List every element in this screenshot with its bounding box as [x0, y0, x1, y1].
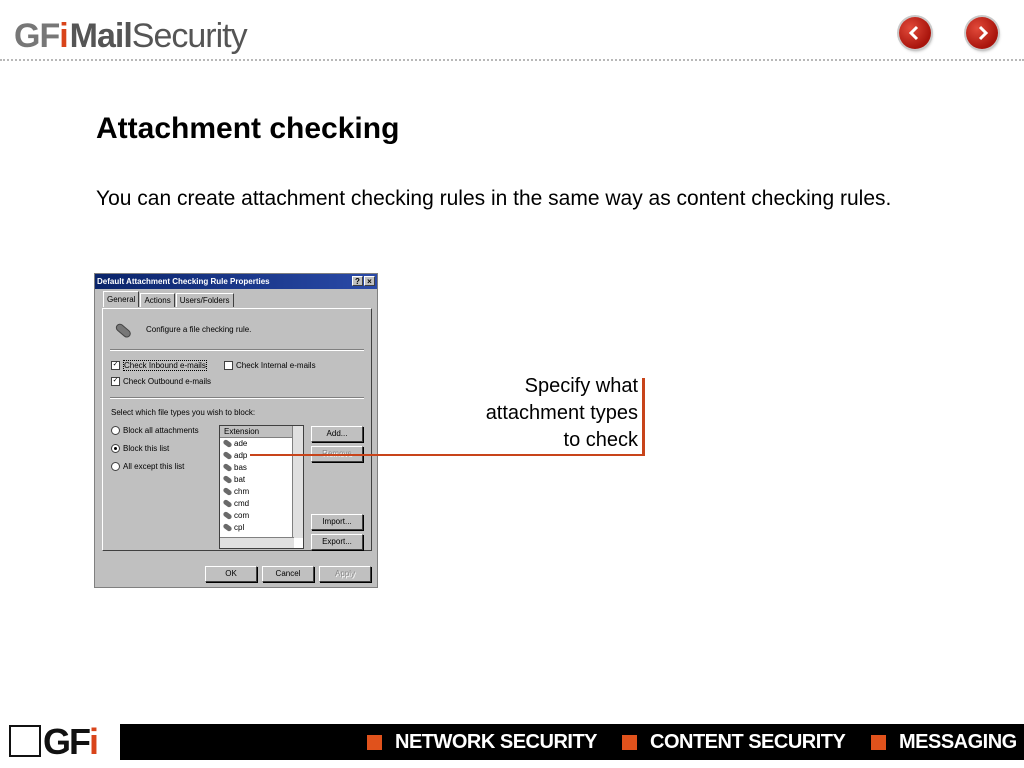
radio-all-except[interactable] [111, 462, 184, 471]
callout-leader-line [250, 454, 645, 456]
check-outbound-checkbox[interactable]: ✓ Check Outbound e-mails [112, 377, 212, 386]
brand-mail: Mail [69, 17, 132, 55]
callout-text [440, 373, 638, 454]
apply-button[interactable]: Apply [319, 566, 371, 582]
import-button[interactable]: Import... [311, 514, 363, 530]
dialog-titlebar [95, 274, 377, 289]
check-internal-checkbox[interactable] [224, 361, 316, 370]
export-button[interactable]: Export... [311, 534, 363, 550]
check-outbound-label: Check Outbound e-mails [123, 377, 212, 386]
select-types-label: Select which file types you wish to block: [111, 408, 256, 417]
callout-line-3: to check [563, 429, 638, 451]
callout-line-2: attachment types [485, 402, 638, 424]
configure-label: Configure a file checking rule. [146, 325, 252, 334]
list-item[interactable]: chm [220, 486, 303, 498]
list-item[interactable]: ade [220, 438, 303, 450]
chevron-right-icon [974, 25, 990, 41]
footer-bar [120, 724, 1024, 760]
square-bullet-icon [871, 735, 886, 750]
close-button[interactable]: × [364, 276, 375, 286]
cancel-button[interactable]: Cancel [262, 566, 314, 582]
rule-properties-dialog [94, 273, 378, 588]
tab-actions[interactable]: Actions [140, 293, 174, 307]
check-inbound-label: Check Inbound e-mails [124, 361, 206, 370]
ok-button[interactable]: OK [205, 566, 257, 582]
dialog-title: Default Attachment Checking Rule Properties [97, 277, 270, 286]
radio-block-all-label: Block all attachments [123, 426, 199, 435]
help-button[interactable]: ? [352, 276, 363, 286]
list-item[interactable]: cpl [220, 522, 303, 534]
tab-general[interactable]: General [103, 291, 139, 307]
extension-listbox[interactable] [219, 425, 304, 549]
list-item[interactable]: bat [220, 474, 303, 486]
separator [110, 349, 364, 351]
radio-block-list[interactable] [111, 444, 169, 453]
brand-security: Security [131, 17, 247, 55]
radio-block-all[interactable] [111, 426, 199, 435]
check-internal-label: Check Internal e-mails [236, 361, 316, 370]
brand-logo [14, 16, 247, 56]
square-bullet-icon [622, 735, 637, 750]
extension-column-header[interactable]: Extension [220, 426, 303, 438]
dialog-tabs [103, 293, 235, 307]
check-inbound-checkbox[interactable]: ✓ Check Inbound e-mails [112, 361, 206, 370]
vertical-scrollbar[interactable] [292, 426, 303, 538]
tab-users-folders[interactable]: Users/Folders [176, 293, 234, 307]
chevron-left-icon [907, 25, 923, 41]
separator [110, 397, 364, 399]
footer-content-security: CONTENT SECURITY [622, 724, 845, 760]
slide-title: Attachment checking [96, 112, 400, 145]
gfi-emblem-icon [9, 725, 41, 757]
radio-all-except-label: All except this list [123, 462, 185, 471]
radio-block-list-label: Block this list [123, 444, 170, 453]
add-button[interactable]: Add... [311, 426, 363, 442]
list-item[interactable]: cmd [220, 498, 303, 510]
horizontal-scrollbar[interactable] [220, 537, 294, 548]
footer-logo: GFi [9, 724, 97, 760]
callout-bracket [642, 378, 645, 455]
general-panel [102, 308, 372, 551]
header-divider [0, 59, 1024, 61]
slide-description: You can create attachment checking rules in the same way as content checking rules. [96, 187, 892, 210]
square-bullet-icon [367, 735, 382, 750]
paperclip-icon [112, 320, 134, 342]
brand-gfi: GFi [14, 17, 68, 55]
list-item[interactable]: adp [220, 450, 303, 462]
callout-line-1: Specify what [524, 375, 638, 397]
footer-messaging: MESSAGING [871, 724, 1017, 760]
footer-network-security: NETWORK SECURITY [367, 724, 597, 760]
previous-slide-button[interactable] [899, 17, 931, 49]
list-item[interactable]: bas [220, 462, 303, 474]
list-item[interactable]: com [220, 510, 303, 522]
next-slide-button[interactable] [966, 17, 998, 49]
